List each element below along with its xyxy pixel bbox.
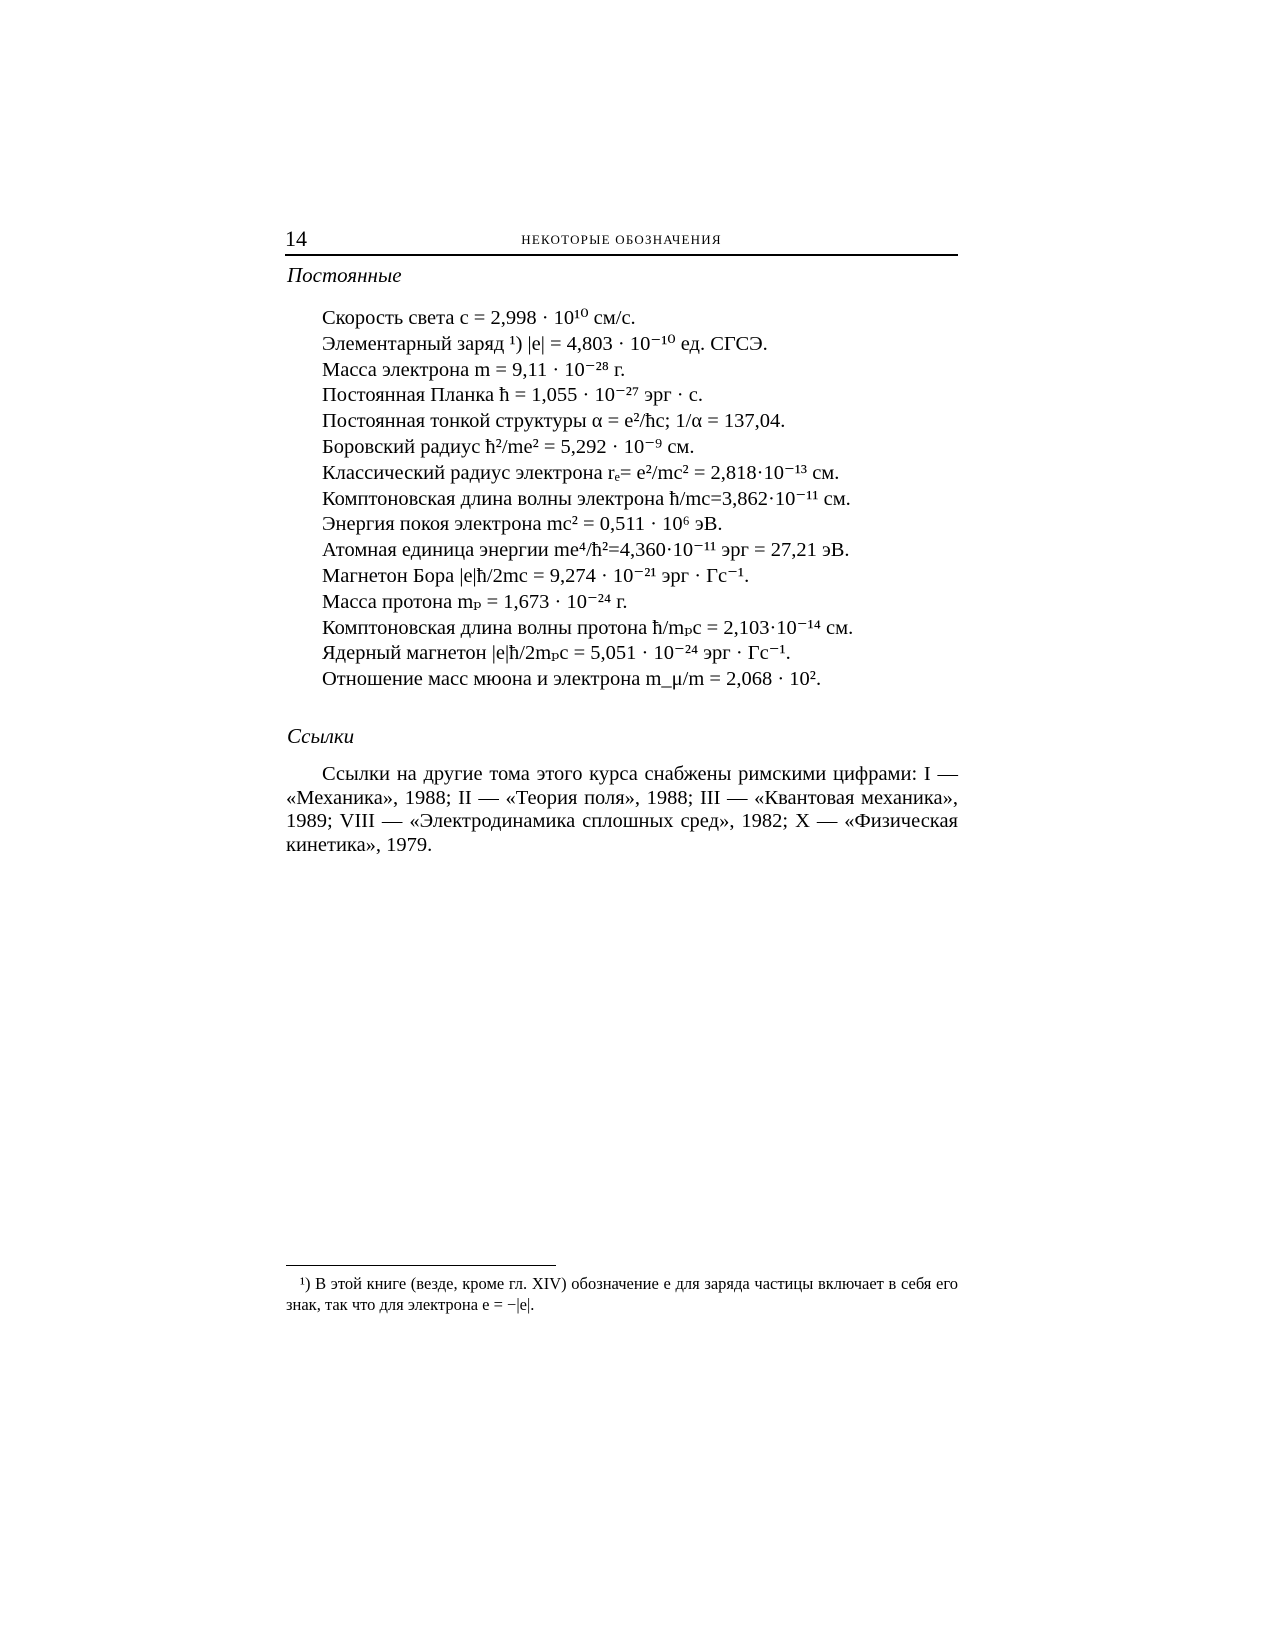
constant-bohr-magneton: Магнетон Бора |e|ħ/2mc = 9,274 · 10⁻²¹ эрг · Гс⁻¹. xyxy=(322,564,750,587)
constant-electron-mass: Масса электрона m = 9,11 · 10⁻²⁸ г. xyxy=(322,358,626,381)
references-paragraph: Ссылки на другие тома этого курса снабжены римскими цифрами: I — «Механика», 1988; II — «Теория поля», 1988; III — «Квантовая механика», 1989; VIII — «Электродинамика сплошных сред», 1982; X — «Физическая кинетика», 1979. xyxy=(286,763,958,856)
page-number: 14 xyxy=(285,226,307,251)
constant-classical-electron-radius: Классический радиус электрона rₑ= e²/mc² = 2,818·10⁻¹³ см. xyxy=(322,461,840,484)
constant-compton-proton: Комптоновская длина волны протона ħ/mₚc = 2,103·10⁻¹⁴ см. xyxy=(322,616,854,639)
footnote: ¹) В этой книге (везде, кроме гл. XIV) обозначение e для заряда частицы включает в себя его знак, так что для электрона e = −|e|. xyxy=(286,1274,958,1314)
constant-speed-of-light: Скорость света c = 2,998 · 10¹⁰ см/с. xyxy=(322,307,636,329)
constant-nuclear-magneton: Ядерный магнетон |e|ħ/2mₚc = 5,051 · 10⁻²⁴ эрг · Гс⁻¹. xyxy=(322,642,791,665)
constant-fine-structure: Постоянная тонкой структуры α = e²/ħc; 1/α = 137,04. xyxy=(322,410,786,433)
constant-compton-electron: Комптоновская длина волны электрона ħ/mc=3,862·10⁻¹¹ см. xyxy=(322,487,851,510)
page-header xyxy=(285,226,958,256)
running-title: НЕКОТОРЫЕ ОБОЗНАЧЕНИЯ xyxy=(521,232,722,247)
footnote-rule xyxy=(286,1265,556,1266)
constant-electron-rest-energy: Энергия покоя электрона mc² = 0,511 · 10⁶ эВ. xyxy=(322,513,723,536)
constants-list xyxy=(322,306,962,693)
constant-atomic-energy-unit: Атомная единица энергии me⁴/ħ²=4,360·10⁻¹¹ эрг = 27,21 эВ. xyxy=(322,539,850,562)
constant-elementary-charge: Элементарный заряд ¹) |e| = 4,803 · 10⁻¹⁰ ед. СГСЭ. xyxy=(322,332,768,355)
constant-planck: Постоянная Планка ħ = 1,055 · 10⁻²⁷ эрг · с. xyxy=(322,384,703,407)
constant-muon-electron-ratio: Отношение масс мюона и электрона m_μ/m = 2,068 · 10². xyxy=(322,668,822,691)
constant-bohr-radius: Боровский радиус ħ²/me² = 5,292 · 10⁻⁹ см. xyxy=(322,435,695,458)
references-heading: Ссылки xyxy=(287,724,355,748)
constants-heading: Постоянные xyxy=(287,263,402,287)
constant-proton-mass: Масса протона mₚ = 1,673 · 10⁻²⁴ г. xyxy=(322,590,628,613)
